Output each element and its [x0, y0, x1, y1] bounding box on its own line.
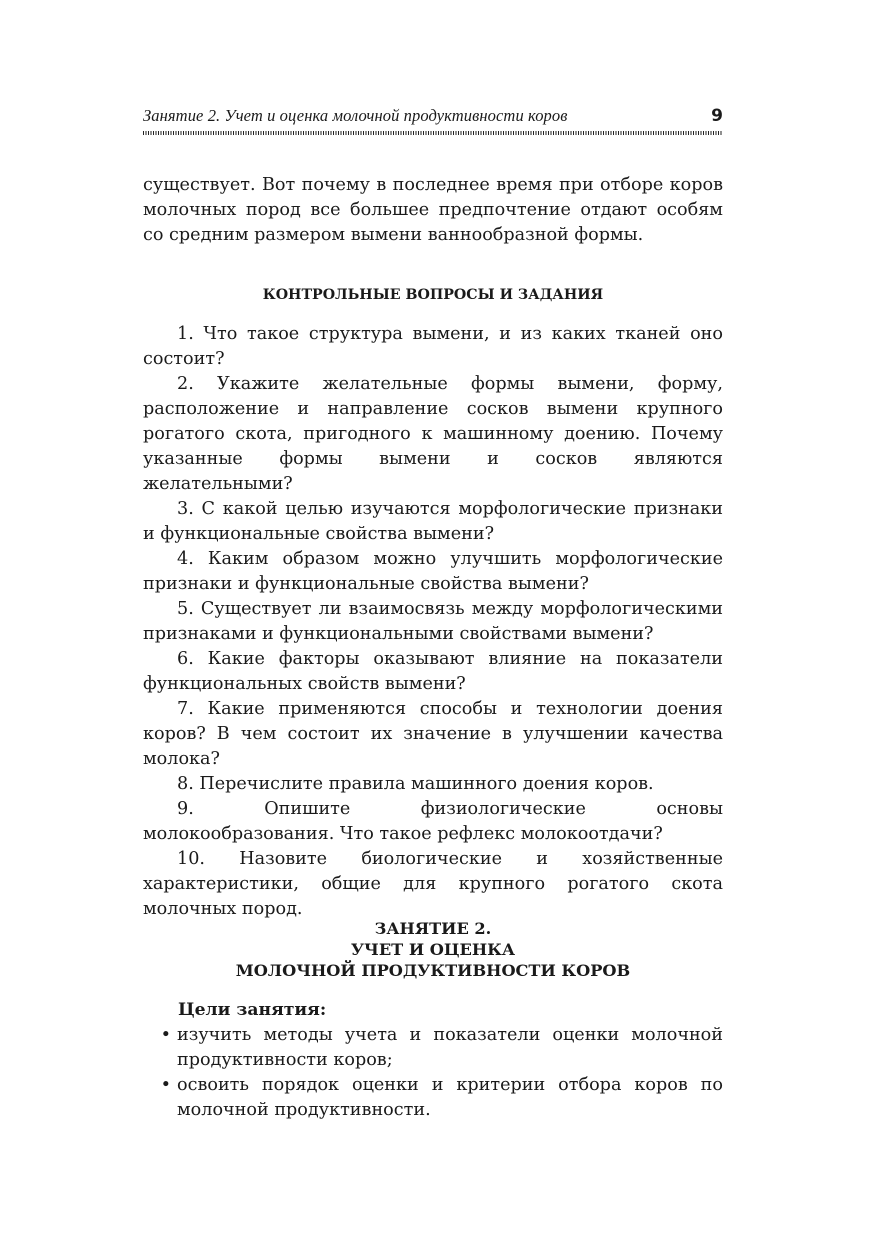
control-questions-heading: КОНТРОЛЬНЫЕ ВОПРОСЫ И ЗАДАНИЯ — [262, 287, 604, 303]
question-item: 4. Каким образом можно улучшить морфологические признаки и функциональные свойства вымени? — [143, 549, 723, 594]
running-header — [143, 106, 723, 126]
question-item: 9. Опишите физиологические основы молокообразования. Что такое рефлекс молокоотдачи? — [143, 799, 723, 844]
question-item: 8. Перечислите правила машинного доения коров. — [177, 774, 654, 794]
question-item: 5. Существует ли взаимосвязь между морфологическими признаками и функциональными свойствами вымени? — [143, 599, 723, 644]
goals-list — [143, 1023, 723, 1123]
goals-label: Цели занятия: — [178, 1000, 327, 1020]
question-item: 10. Назовите биологические и хозяйственные характеристики, общие для крупного рогатого скота молочных пород. — [143, 849, 723, 919]
question-item: 3. С какой целью изучаются морфологические признаки и функциональные свойства вымени? — [143, 499, 723, 544]
question-item: 7. Какие применяются способы и технологии доения коров? В чем состоит их значение в улучшении качества молока? — [143, 699, 723, 769]
bullet-icon: • — [160, 1025, 171, 1045]
goal-item — [143, 1073, 723, 1123]
bullet-icon: • — [160, 1075, 171, 1095]
question-item: 1. Что такое структура вымени, и из каких тканей оно состоит? — [143, 324, 723, 369]
goal-text: освоить порядок оценки и критерии отбора коров по молочной продуктивности. — [177, 1075, 723, 1120]
lesson-title-line-2: УЧЕТ И ОЦЕНКА — [350, 940, 516, 959]
running-title: Занятие 2. Учет и оценка молочной продуктивности коров — [143, 106, 568, 125]
lesson-title-line-3: МОЛОЧНОЙ ПРОДУКТИВНОСТИ КОРОВ — [235, 961, 631, 980]
lesson-title — [143, 918, 723, 981]
questions-list — [143, 322, 723, 922]
question-item: 2. Укажите желательные формы вымени, форму, расположение и направление сосков вымени крупного рогатого скота, пригодного к машинному доению. Почему указанные формы вымени и сосков являются желательными? — [143, 374, 723, 494]
goal-text: изучить методы учета и показатели оценки молочной продуктивности коров; — [177, 1025, 723, 1070]
page-number: 9 — [711, 106, 723, 126]
header-rule — [143, 131, 723, 135]
question-item: 6. Какие факторы оказывают влияние на показатели функциональных свойств вымени? — [143, 649, 723, 694]
lesson-title-line-1: ЗАНЯТИЕ 2. — [374, 919, 492, 938]
intro-block — [143, 173, 723, 248]
goal-item — [143, 1023, 723, 1073]
intro-paragraph: существует. Вот почему в последнее время при отборе коров молочных пород все большее предпочтение отдают особям со средним размером вымени ваннообразной формы. — [143, 175, 723, 245]
